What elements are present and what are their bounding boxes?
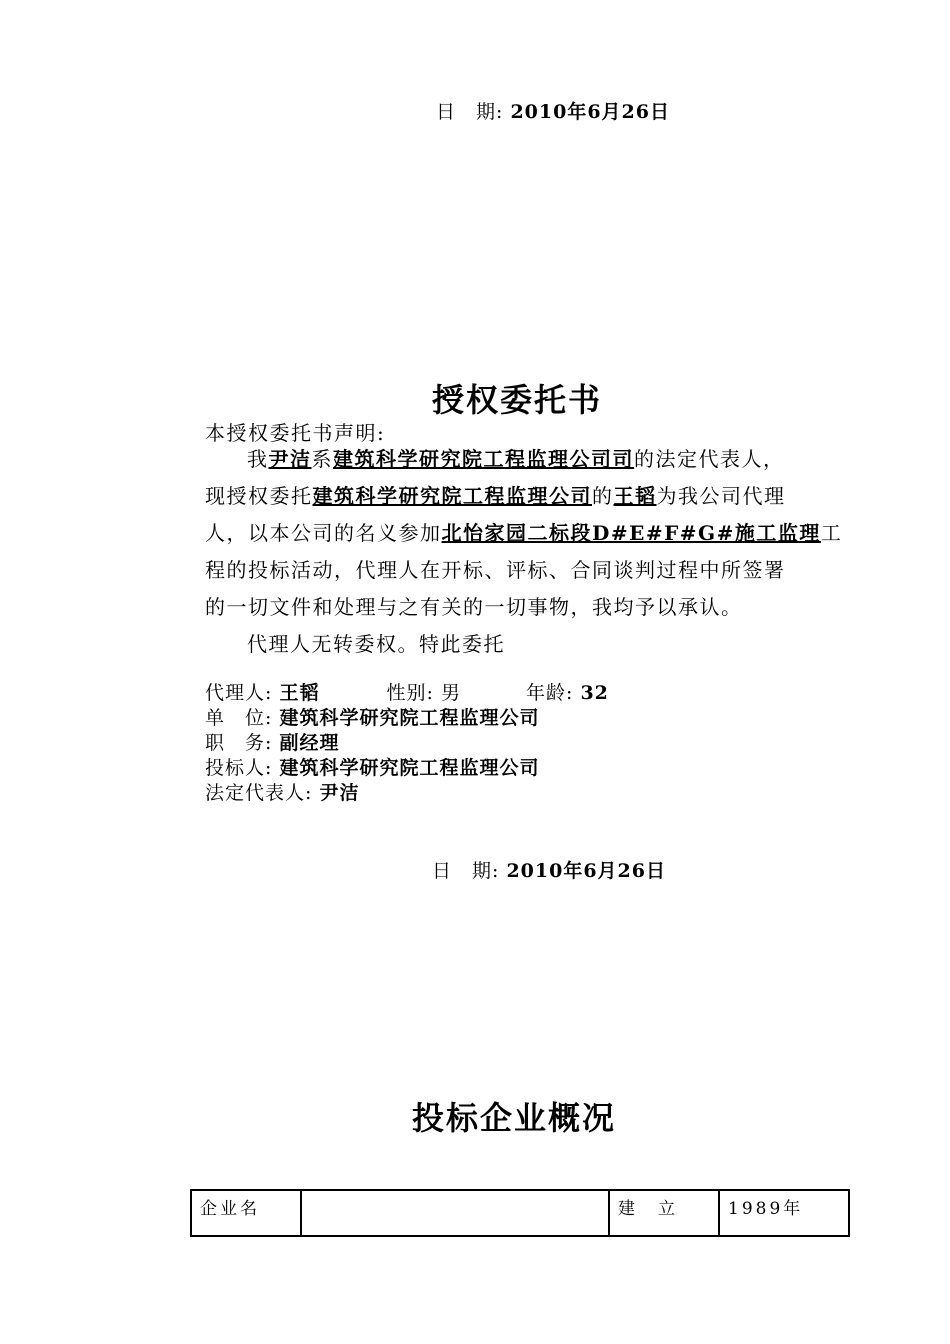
- unit-label: 单 位:: [205, 707, 273, 729]
- para1-line1: [247, 441, 785, 478]
- auth-title: 授权委托书: [432, 381, 603, 419]
- statement-heading: 本授权委托书声明:: [205, 421, 386, 445]
- bidder-label: 投标人:: [205, 757, 273, 779]
- overview-title: 投标企业概况: [412, 1099, 617, 1137]
- text: 工: [820, 521, 843, 545]
- gender-label: 性别:: [386, 682, 434, 704]
- company-name: 建筑科学研究院工程监理公司: [312, 484, 592, 508]
- bidder-value: 建筑科学研究院工程监理公司: [279, 757, 540, 779]
- text: 现授权委托: [205, 484, 313, 508]
- company-overview-table: [190, 1189, 850, 1237]
- text: 为我公司代理: [656, 484, 786, 508]
- company-name: 建筑科学研究院工程监理公司司: [333, 447, 634, 471]
- unit-row: [205, 706, 539, 731]
- agent-name: 王韬: [613, 484, 657, 508]
- project-name: 北怡家园二标段D#E#F#G#施工监理: [441, 521, 821, 545]
- table-cell: 1989年: [719, 1190, 849, 1236]
- para1-line2: [205, 478, 786, 515]
- table-row: [191, 1190, 849, 1236]
- agent-value: 王韬: [279, 682, 320, 704]
- text: 系: [311, 447, 333, 471]
- table-cell: [301, 1190, 609, 1236]
- agent-row: [205, 681, 609, 706]
- position-row: [205, 731, 339, 756]
- age-value: 32: [580, 682, 609, 704]
- legal-rep-row: [205, 781, 359, 806]
- agent-label: 代理人:: [205, 682, 273, 704]
- bidder-row: [205, 756, 539, 781]
- unit-value: 建筑科学研究院工程监理公司: [279, 707, 540, 729]
- gender-value: 男: [440, 682, 461, 704]
- text: 人，以本公司的名义参加: [205, 521, 442, 545]
- text: 我: [247, 447, 269, 471]
- table-cell: 企业名: [191, 1190, 301, 1236]
- position-value: 副经理: [279, 732, 340, 754]
- para1-line5: 的一切文件和处理与之有关的一切事物，我均予以承认。: [205, 595, 743, 619]
- footer-date: [432, 856, 666, 883]
- header-date-label: 日 期:: [436, 101, 504, 123]
- para2: 代理人无转委权。特此委托: [247, 632, 505, 656]
- position-label: 职 务:: [205, 732, 273, 754]
- legal-rep-name: 尹洁: [268, 447, 312, 471]
- header-date: [436, 97, 670, 124]
- legal-rep-value: 尹洁: [319, 782, 360, 804]
- text: 的: [592, 484, 614, 508]
- footer-date-value: 2010年6月26日: [506, 860, 666, 882]
- footer-date-label: 日 期:: [432, 860, 500, 882]
- text: 的法定代表人，: [634, 447, 785, 471]
- para1-line3: [205, 515, 842, 552]
- header-date-value: 2010年6月26日: [510, 101, 670, 123]
- para1-line4: 程的投标活动，代理人在开标、评标、合同谈判过程中所签署: [205, 558, 786, 582]
- legal-rep-label: 法定代表人:: [205, 782, 313, 804]
- age-label: 年龄:: [526, 682, 574, 704]
- table-cell: 建 立: [609, 1190, 719, 1236]
